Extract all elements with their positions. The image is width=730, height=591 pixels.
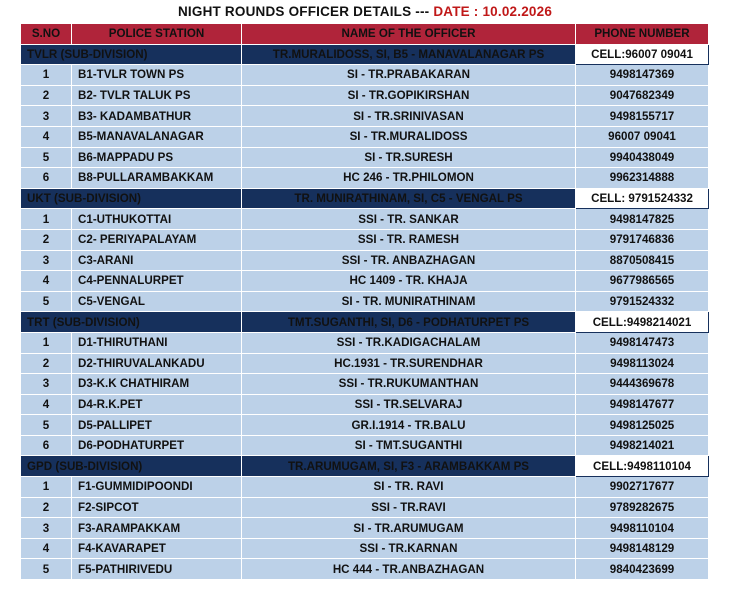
table-row: [21, 250, 709, 271]
header-phone: PHONE NUMBER: [576, 24, 709, 45]
subdivision-name: TRT (SUB-DIVISION): [21, 312, 242, 333]
row-station: C2- PERIYAPALAYAM: [72, 229, 242, 250]
row-station: B2- TVLR TALUK PS: [72, 85, 242, 106]
header-station: POLICE STATION: [72, 24, 242, 45]
row-phone: 8870508415: [576, 250, 709, 271]
row-station: F5-PATHIRIVEDU: [72, 559, 242, 580]
row-station: F2-SIPCOT: [72, 497, 242, 518]
row-phone: 9047682349: [576, 85, 709, 106]
subdivision-officer: TMT.SUGANTHI, SI, D6 - PODHATURPET PS: [242, 312, 576, 333]
table-row: [21, 394, 709, 415]
officer-table: [20, 23, 709, 580]
row-phone: 9498147369: [576, 65, 709, 86]
table-row: [21, 229, 709, 250]
row-officer: SI - TR.MURALIDOSS: [242, 126, 576, 147]
row-station: D3-K.K CHATHIRAM: [72, 374, 242, 395]
table-row: [21, 65, 709, 86]
row-sno: 3: [21, 106, 72, 127]
row-officer: SI - TR.PRABAKARAN: [242, 65, 576, 86]
row-phone: 9444369678: [576, 374, 709, 395]
table-row: [21, 209, 709, 230]
row-station: C4-PENNALURPET: [72, 271, 242, 292]
row-officer: SSI - TR.RAVI: [242, 497, 576, 518]
header-officer: NAME OF THE OFFICER: [242, 24, 576, 45]
row-phone: 9962314888: [576, 168, 709, 189]
subdivision-phone: CELL:9498214021: [576, 312, 709, 333]
row-officer: SSI - TR. ANBAZHAGAN: [242, 250, 576, 271]
row-sno: 4: [21, 126, 72, 147]
row-sno: 5: [21, 291, 72, 312]
subdivision-row: [21, 312, 709, 333]
title-date: DATE : 10.02.2026: [433, 4, 553, 19]
row-sno: 2: [21, 229, 72, 250]
row-officer: SI - TR.SRINIVASAN: [242, 106, 576, 127]
row-station: D4-R.K.PET: [72, 394, 242, 415]
row-sno: 4: [21, 271, 72, 292]
row-officer: HC 444 - TR.ANBAZHAGAN: [242, 559, 576, 580]
row-officer: GR.I.1914 - TR.BALU: [242, 415, 576, 436]
row-sno: 1: [21, 209, 72, 230]
subdivision-row: [21, 44, 709, 65]
row-phone: 9498214021: [576, 435, 709, 456]
subdivision-name: TVLR (SUB-DIVISION): [21, 44, 242, 65]
table-row: [21, 168, 709, 189]
table-row: [21, 126, 709, 147]
row-sno: 6: [21, 168, 72, 189]
row-officer: SSI - TR.RUKUMANTHAN: [242, 374, 576, 395]
row-sno: 2: [21, 353, 72, 374]
table-row: [21, 353, 709, 374]
header-sno: S.NO: [21, 24, 72, 45]
table-row: [21, 374, 709, 395]
row-station: C3-ARANI: [72, 250, 242, 271]
table-body: [21, 44, 709, 579]
row-officer: SSI - TR. RAMESH: [242, 229, 576, 250]
row-station: B6-MAPPADU PS: [72, 147, 242, 168]
row-sno: 1: [21, 65, 72, 86]
row-officer: SI - TR.SURESH: [242, 147, 576, 168]
row-sno: 3: [21, 518, 72, 539]
row-phone: 9498125025: [576, 415, 709, 436]
row-officer: SSI - TR.KADIGACHALAM: [242, 332, 576, 353]
subdivision-phone: CELL:9498110104: [576, 456, 709, 477]
row-station: B8-PULLARAMBAKKAM: [72, 168, 242, 189]
table-row: [21, 435, 709, 456]
subdivision-row: [21, 456, 709, 477]
row-sno: 1: [21, 477, 72, 498]
subdivision-row: [21, 188, 709, 209]
row-sno: 3: [21, 250, 72, 271]
row-sno: 1: [21, 332, 72, 353]
table-row: [21, 559, 709, 580]
row-officer: HC 246 - TR.PHILOMON: [242, 168, 576, 189]
title-text: NIGHT ROUNDS OFFICER DETAILS ---: [177, 4, 430, 19]
row-sno: 5: [21, 147, 72, 168]
row-station: F3-ARAMPAKKAM: [72, 518, 242, 539]
subdivision-name: GPD (SUB-DIVISION): [21, 456, 242, 477]
table-row: [21, 147, 709, 168]
table-row: [21, 415, 709, 436]
row-station: B5-MANAVALANAGAR: [72, 126, 242, 147]
page-title: [0, 4, 730, 19]
row-station: F4-KAVARAPET: [72, 538, 242, 559]
row-phone: 9498148129: [576, 538, 709, 559]
row-officer: SI - TMT.SUGANTHI: [242, 435, 576, 456]
row-phone: 9789282675: [576, 497, 709, 518]
row-station: D5-PALLIPET: [72, 415, 242, 436]
table-row: [21, 291, 709, 312]
row-station: D2-THIRUVALANKADU: [72, 353, 242, 374]
row-phone: 9902717677: [576, 477, 709, 498]
row-officer: SI - TR.GOPIKIRSHAN: [242, 85, 576, 106]
row-sno: 3: [21, 374, 72, 395]
row-station: B1-TVLR TOWN PS: [72, 65, 242, 86]
table-row: [21, 538, 709, 559]
table-row: [21, 477, 709, 498]
row-sno: 6: [21, 435, 72, 456]
row-officer: SSI - TR.KARNAN: [242, 538, 576, 559]
table-row: [21, 271, 709, 292]
row-station: C5-VENGAL: [72, 291, 242, 312]
row-officer: SSI - TR. SANKAR: [242, 209, 576, 230]
row-phone: 9498155717: [576, 106, 709, 127]
subdivision-phone: CELL: 9791524332: [576, 188, 709, 209]
row-station: C1-UTHUKOTTAI: [72, 209, 242, 230]
row-station: F1-GUMMIDIPOONDI: [72, 477, 242, 498]
row-phone: 9940438049: [576, 147, 709, 168]
row-station: B3- KADAMBATHUR: [72, 106, 242, 127]
row-sno: 4: [21, 394, 72, 415]
row-phone: 9498110104: [576, 518, 709, 539]
table-row: [21, 332, 709, 353]
table-row: [21, 518, 709, 539]
row-phone: 9498147677: [576, 394, 709, 415]
row-sno: 5: [21, 559, 72, 580]
row-phone: 9498147473: [576, 332, 709, 353]
table-row: [21, 106, 709, 127]
row-station: D1-THIRUTHANI: [72, 332, 242, 353]
row-sno: 5: [21, 415, 72, 436]
subdivision-name: UKT (SUB-DIVISION): [21, 188, 242, 209]
row-phone: 9498113024: [576, 353, 709, 374]
row-sno: 2: [21, 497, 72, 518]
row-officer: SI - TR. RAVI: [242, 477, 576, 498]
row-phone: 9498147825: [576, 209, 709, 230]
row-phone: 9840423699: [576, 559, 709, 580]
row-officer: HC 1409 - TR. KHAJA: [242, 271, 576, 292]
subdivision-officer: TR.MURALIDOSS, SI, B5 - MANAVALANAGAR PS: [242, 44, 576, 65]
subdivision-officer: TR. MUNIRATHINAM, SI, C5 - VENGAL PS: [242, 188, 576, 209]
subdivision-officer: TR.ARUMUGAM, SI, F3 - ARAMBAKKAM PS: [242, 456, 576, 477]
row-sno: 4: [21, 538, 72, 559]
table-row: [21, 85, 709, 106]
row-phone: 9791524332: [576, 291, 709, 312]
subdivision-phone: CELL:96007 09041: [576, 44, 709, 65]
row-phone: 96007 09041: [576, 126, 709, 147]
row-phone: 9791746836: [576, 229, 709, 250]
table-row: [21, 497, 709, 518]
row-officer: SI - TR. MUNIRATHINAM: [242, 291, 576, 312]
row-station: D6-PODHATURPET: [72, 435, 242, 456]
row-officer: HC.1931 - TR.SURENDHAR: [242, 353, 576, 374]
row-phone: 9677986565: [576, 271, 709, 292]
table-header-row: [21, 24, 709, 45]
row-sno: 2: [21, 85, 72, 106]
row-officer: SSI - TR.SELVARAJ: [242, 394, 576, 415]
row-officer: SI - TR.ARUMUGAM: [242, 518, 576, 539]
